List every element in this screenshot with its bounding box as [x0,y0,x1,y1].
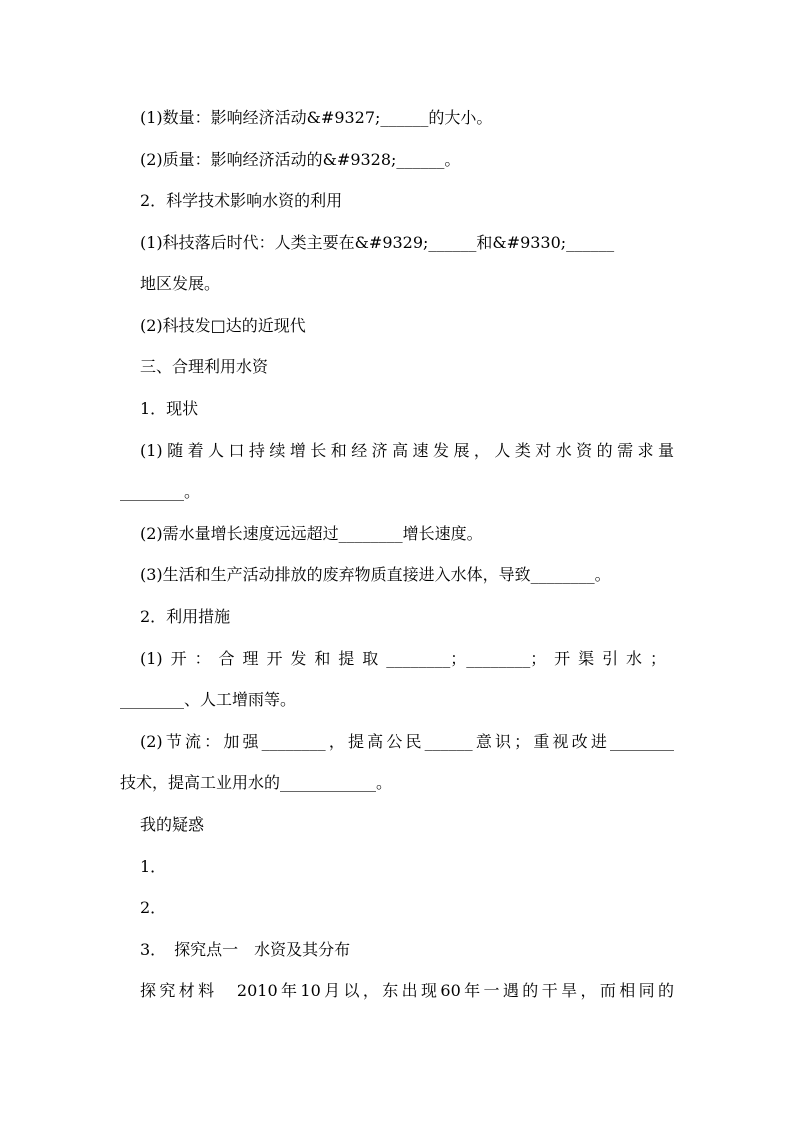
heading-explore-point: 3． 探究点一 水资及其分布 [140,940,351,959]
text-line-backward-era: (1)科技落后时代：人类主要在&#9329;______和&#9330;______ [140,233,615,252]
text-line-demand: (1)随着人口持续增长和经济高速发展，人类对水资的需求量 [140,441,674,460]
text-line-region: 地区发展。 [140,274,221,293]
subheading-status: 1．现状 [140,399,199,418]
text-line-quantity: (1)数量：影响经济活动&#9327;______的大小。 [140,108,493,127]
text-line-demand-blank: ________。 [120,482,201,501]
doubt-item-2: 2． [140,898,167,917]
text-line-quality: (2)质量：影响经济活动的&#9328;______。 [140,150,461,169]
text-line-growth: (2)需水量增长速度远远超过________增长速度。 [140,524,483,543]
text-line-pollution: (3)生活和生产活动排放的废弃物质直接进入水体，导致________。 [140,565,611,584]
heading-my-doubts: 我的疑惑 [140,815,205,834]
section-heading-tech: 2．科学技术影响水资的利用 [140,191,343,210]
subheading-measures: 2．利用措施 [140,607,231,626]
text-line-rain: ________、人工增雨等。 [120,690,297,709]
text-line-source: (1)开：合理开发和提取________；________；开渠引水； [140,649,666,668]
text-line-saving: (2)节流：加强________，提高公民______意识；重视改进________ [140,732,674,751]
section-heading-rational-use: 三、合理利用水资 [140,357,269,376]
text-line-explore-material: 探究材料 2010年10月以，东出现60年一遇的干旱，而相同的 [140,981,674,1000]
doubt-item-1: 1． [140,857,167,876]
text-line-modern-era: (2)科技发□达的近现代 [140,316,306,335]
text-line-industry: 技术，提高工业用水的____________。 [120,773,393,792]
